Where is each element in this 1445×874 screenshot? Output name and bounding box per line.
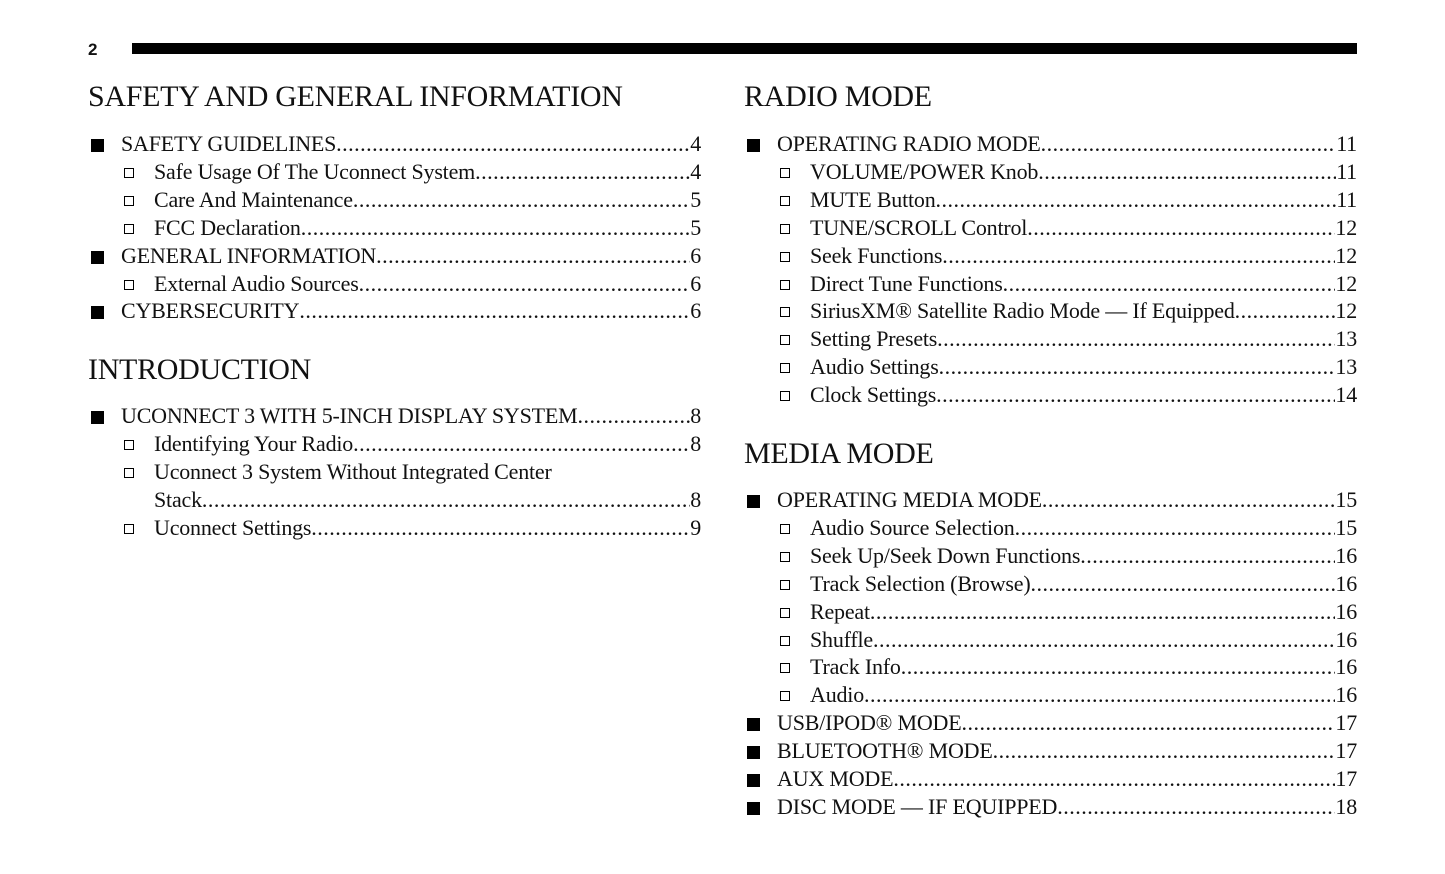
page-ref: 13 [1335,354,1357,380]
page-ref: 12 [1335,270,1357,296]
hollow-square-bullet-icon [124,440,134,450]
hollow-square-bullet-icon [780,608,790,618]
dot-leader [336,130,690,158]
dot-leader [893,765,1335,793]
dot-leader [1038,158,1336,186]
hollow-square-bullet-icon [124,168,134,178]
toc-entry[interactable]: OPERATING RADIO MODE ..... 11 [744,130,1357,158]
hollow-square-bullet-icon [124,280,134,290]
toc-entry[interactable]: CYBERSECURITY ..... 6 [88,297,701,325]
dot-leader [353,430,690,458]
toc-entry[interactable]: SAFETY GUIDELINES ..... 4 [88,130,701,158]
toc-entry[interactable]: Shuffle ..... 16 [744,626,1357,654]
filled-square-bullet-icon [91,251,104,264]
hollow-square-bullet-icon [780,391,790,401]
dot-leader [202,486,690,514]
dot-leader [1003,270,1336,298]
page-ref: 12 [1335,298,1357,324]
toc-list-radio-mode [744,130,1357,409]
hollow-square-bullet-icon [780,636,790,646]
hollow-square-bullet-icon [780,552,790,562]
toc-entry[interactable]: TUNE/SCROLL Control ..... 12 [744,214,1357,242]
dot-leader [1057,793,1335,821]
dot-leader [577,402,690,430]
dot-leader [311,514,690,542]
toc-entry[interactable]: Safe Usage Of The Uconnect System ..... 4 [88,158,701,186]
hollow-square-bullet-icon [780,307,790,317]
dot-leader [961,709,1335,737]
toc-list-safety [88,130,701,325]
dot-leader [1030,570,1335,598]
toc-entry[interactable]: UCONNECT 3 WITH 5-INCH DISPLAY SYSTEM ..... 8 [88,402,701,430]
header-rule [132,43,1357,54]
hollow-square-bullet-icon [780,363,790,373]
toc-entry[interactable]: DISC MODE — IF EQUIPPED ..... 18 [744,793,1357,821]
page-ref: 6 [690,270,701,296]
page-ref: 13 [1335,326,1357,352]
page-ref: 6 [690,242,701,268]
dot-leader [475,158,690,186]
page-ref: 16 [1335,598,1357,624]
dot-leader [299,297,690,325]
dot-leader [301,214,690,242]
toc-entry[interactable]: Repeat ..... 16 [744,598,1357,626]
toc-entry[interactable]: Clock Settings ..... 14 [744,381,1357,409]
page-number: 2 [88,40,98,59]
section-title-safety: SAFETY AND GENERAL INFORMATION [88,80,623,113]
page-ref: 14 [1335,382,1357,408]
dot-leader [359,270,691,298]
dot-leader [1235,297,1336,325]
toc-entry[interactable]: Uconnect 3 System Without Integrated Center Stack ..... 8 [88,458,701,514]
toc-entry[interactable]: SiriusXM® Satellite Radio Mode — If Equipped ..... 12 [744,297,1357,325]
page-ref: 4 [690,158,701,184]
dot-leader [1042,486,1336,514]
hollow-square-bullet-icon [124,196,134,206]
hollow-square-bullet-icon [780,580,790,590]
page-ref: 8 [690,403,701,428]
filled-square-bullet-icon [747,718,760,731]
hollow-square-bullet-icon [780,663,790,673]
page-ref: 9 [690,514,701,540]
page-ref: 17 [1335,766,1357,792]
page-ref: 17 [1335,738,1357,764]
hollow-square-bullet-icon [780,335,790,345]
page-ref: 15 [1335,514,1357,540]
section-title-radio-mode: RADIO MODE [744,80,932,113]
hollow-square-bullet-icon [780,224,790,234]
page-ref: 12 [1335,242,1357,268]
dot-leader [936,186,1337,214]
toc-entry[interactable]: Identifying Your Radio ..... 8 [88,430,701,458]
hollow-square-bullet-icon [780,691,790,701]
toc-entry[interactable]: BLUETOOTH® MODE ..... 17 [744,737,1357,765]
toc-entry[interactable]: Setting Presets ..... 13 [744,325,1357,353]
hollow-square-bullet-icon [780,168,790,178]
dot-leader [873,626,1335,654]
dot-leader [353,186,690,214]
dot-leader [942,242,1335,270]
toc-entry[interactable]: MUTE Button ..... 11 [744,186,1357,214]
page-ref: 15 [1335,487,1357,512]
dot-leader [1015,514,1336,542]
toc-entry[interactable]: Audio Settings ..... 13 [744,353,1357,381]
toc-entry[interactable]: OPERATING MEDIA MODE ..... 15 [744,486,1357,514]
toc-entry[interactable]: Audio Source Selection ..... 15 [744,514,1357,542]
dot-leader [936,381,1335,409]
hollow-square-bullet-icon [124,468,134,478]
toc-entry[interactable]: VOLUME/POWER Knob ..... 11 [744,158,1357,186]
page-ref: 6 [690,298,701,324]
page-ref: 4 [690,131,701,156]
hollow-square-bullet-icon [124,224,134,234]
page-ref: 8 [690,430,701,456]
dot-leader [864,681,1335,709]
hollow-square-bullet-icon [780,280,790,290]
filled-square-bullet-icon [91,306,104,319]
filled-square-bullet-icon [747,774,760,787]
toc-entry[interactable]: AUX MODE ..... 17 [744,765,1357,793]
page-ref: 5 [690,186,701,212]
hollow-square-bullet-icon [124,524,134,534]
toc-entry[interactable]: Direct Tune Functions ..... 12 [744,270,1357,298]
hollow-square-bullet-icon [780,196,790,206]
toc-entry[interactable]: USB/IPOD® MODE ..... 17 [744,709,1357,737]
filled-square-bullet-icon [747,746,760,759]
dot-leader [870,598,1336,626]
dot-leader [901,653,1336,681]
page-ref: 12 [1335,214,1357,240]
page-ref: 11 [1336,186,1357,212]
toc-entry[interactable]: Track Info ..... 16 [744,653,1357,681]
dot-leader [1041,130,1337,158]
toc-entry[interactable]: Uconnect Settings ..... 9 [88,514,701,542]
toc-entry[interactable]: Seek Up/Seek Down Functions ..... 16 [744,542,1357,570]
toc-entry[interactable]: Audio ..... 16 [744,681,1357,709]
page-ref: 17 [1335,710,1357,736]
toc-entry[interactable]: Track Selection (Browse) ..... 16 [744,570,1357,598]
toc-list-introduction [88,402,701,542]
page-ref: 16 [1335,682,1357,708]
toc-entry[interactable]: GENERAL INFORMATION ..... 6 [88,242,701,270]
filled-square-bullet-icon [747,139,760,152]
section-title-media-mode: MEDIA MODE [744,437,934,470]
page-ref: 16 [1335,570,1357,596]
page-ref: 18 [1335,793,1357,819]
page-ref: 16 [1335,654,1357,680]
hollow-square-bullet-icon [780,252,790,262]
section-title-introduction: INTRODUCTION [88,353,312,386]
page-ref: 8 [690,486,701,512]
page-ref: 16 [1335,542,1357,568]
page-ref: 11 [1336,158,1357,184]
filled-square-bullet-icon [747,802,760,815]
toc-entry[interactable]: FCC Declaration ..... 5 [88,214,701,242]
dot-leader [993,737,1336,765]
toc-list-media-mode [744,486,1357,821]
toc-entry[interactable]: Care And Maintenance ..... 5 [88,186,701,214]
page-ref: 11 [1336,131,1357,156]
filled-square-bullet-icon [91,411,104,424]
dot-leader [376,242,690,270]
toc-entry[interactable]: External Audio Sources ..... 6 [88,270,701,298]
page-ref: 16 [1335,626,1357,652]
dot-leader [1027,214,1335,242]
dot-leader [937,325,1335,353]
dot-leader [1080,542,1335,570]
dot-leader [939,353,1336,381]
toc-entry[interactable]: Seek Functions ..... 12 [744,242,1357,270]
filled-square-bullet-icon [91,139,104,152]
page-ref: 5 [690,214,701,240]
filled-square-bullet-icon [747,495,760,508]
hollow-square-bullet-icon [780,524,790,534]
